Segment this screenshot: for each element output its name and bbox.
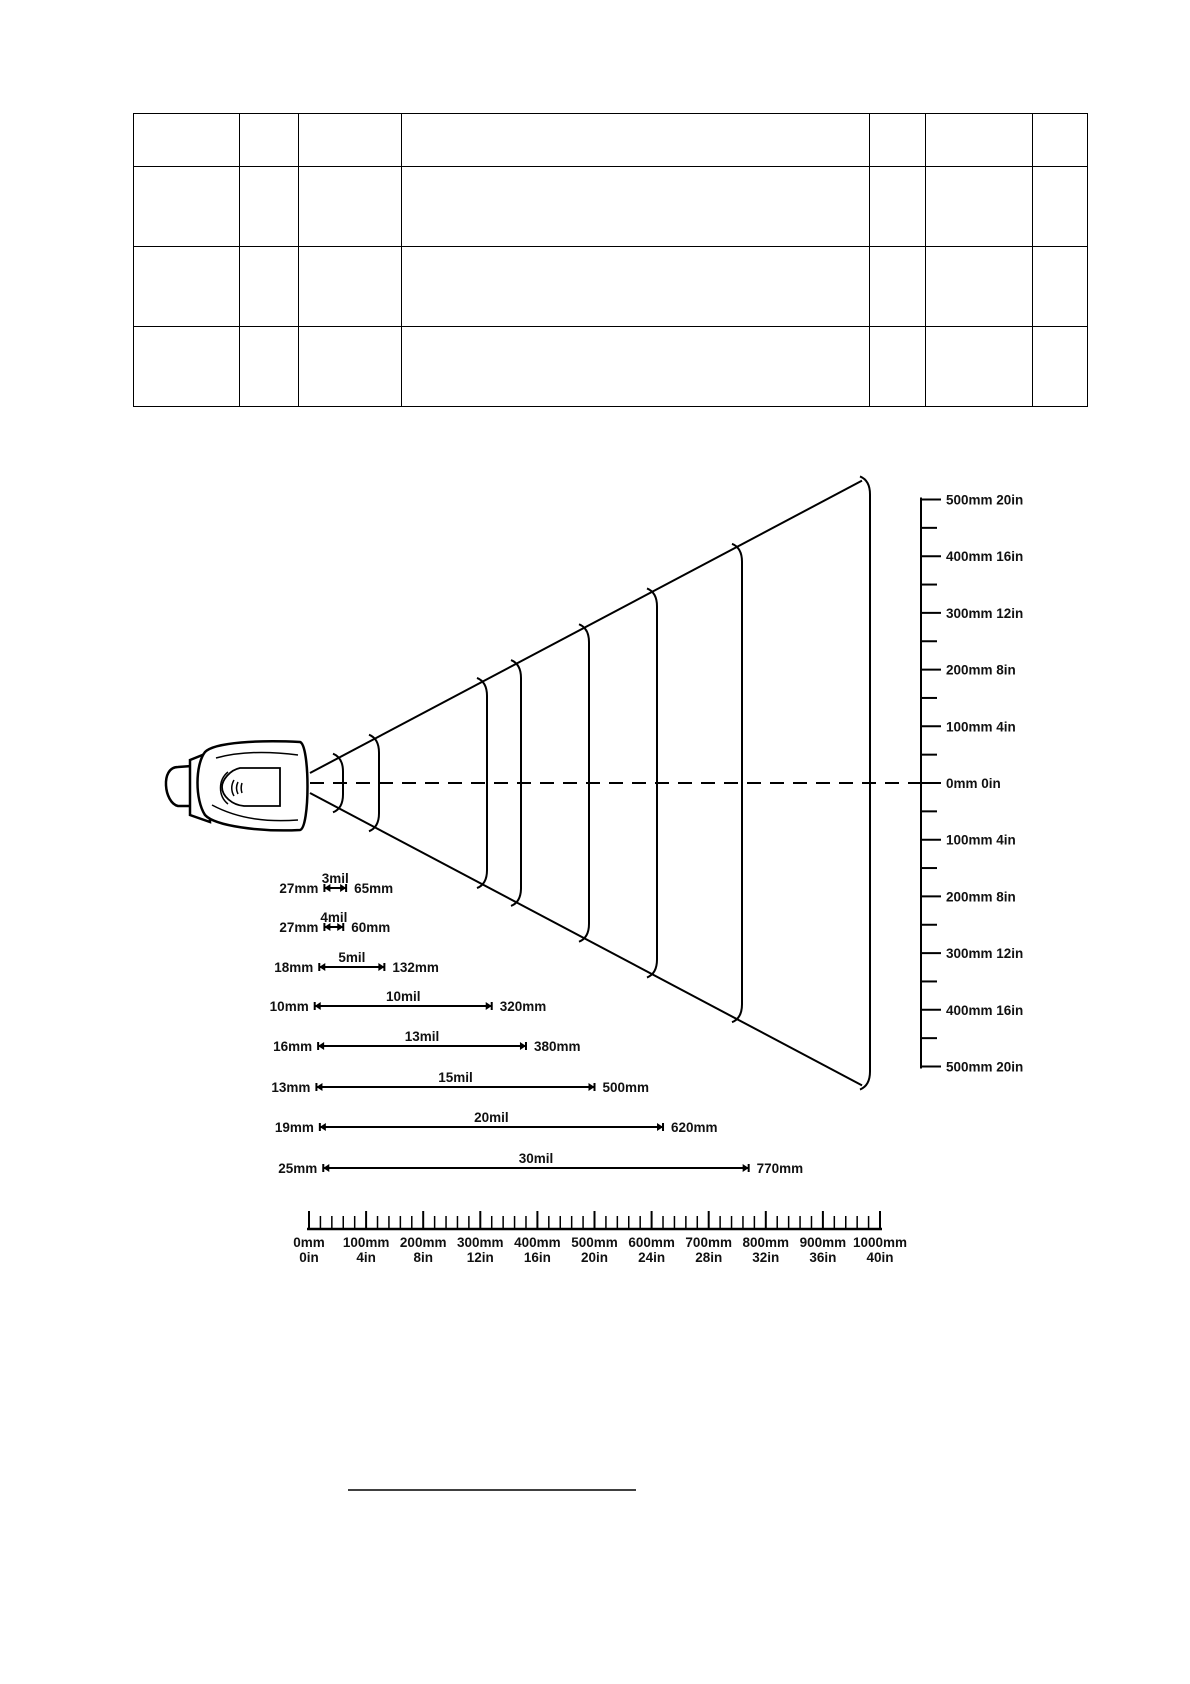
range-density-label: 15mil: [438, 1070, 473, 1085]
range-max-label: 60mm: [351, 920, 391, 935]
vertical-scale-label: 500mm 20in: [946, 492, 1024, 508]
range-max-label: 620mm: [671, 1120, 718, 1135]
range-min-label: 19mm: [274, 1120, 314, 1135]
vertical-scale-label: 400mm 16in: [946, 549, 1024, 565]
range-bar-10mil: [270, 989, 547, 1014]
range-min-label: 27mm: [279, 881, 319, 896]
ruler-in-label: 40in: [866, 1250, 894, 1265]
range-max-label: 380mm: [533, 1039, 581, 1054]
ruler-mm-label: 600mm: [628, 1235, 675, 1250]
distance-ruler: [293, 1211, 907, 1265]
vertical-scale: [921, 493, 1023, 1075]
range-density-label: 4mil: [320, 910, 348, 925]
range-density-label: 5mil: [338, 950, 366, 965]
ruler-mm-label: 200mm: [399, 1235, 447, 1250]
range-bar-3mil: [279, 871, 393, 896]
range-density-label: 10mil: [385, 989, 421, 1004]
range-max-label: 500mm: [602, 1080, 650, 1095]
range-bar-5mil: [274, 950, 439, 975]
ruler-in-label: 12in: [466, 1250, 494, 1265]
ruler-mm-label: 700mm: [685, 1235, 732, 1250]
ruler-mm-label: 100mm: [342, 1235, 390, 1250]
ruler-mm-label: 900mm: [799, 1235, 847, 1250]
ruler-in-label: 32in: [752, 1250, 780, 1265]
range-bar-4mil: [279, 910, 390, 935]
vertical-scale-label: 500mm 20in: [946, 1059, 1024, 1075]
range-density-label: 30mil: [518, 1151, 554, 1166]
ruler-in-label: 4in: [356, 1250, 376, 1265]
ruler-in-label: 36in: [809, 1250, 837, 1265]
vertical-scale-label: 0mm 0in: [946, 776, 1001, 791]
vertical-scale-label: 300mm 12in: [946, 605, 1024, 621]
vertical-scale-label: 200mm 8in: [946, 889, 1016, 905]
beam-lower-edge: [310, 793, 862, 1085]
scanner-illustration: [166, 741, 308, 830]
range-max-label: 770mm: [756, 1161, 804, 1176]
ruler-in-label: 0in: [299, 1250, 319, 1265]
range-max-label: 320mm: [499, 999, 547, 1014]
ruler-mm-label: 300mm: [457, 1235, 504, 1250]
range-bar-20mil: [275, 1110, 718, 1135]
ruler-mm-label: 500mm: [571, 1235, 618, 1250]
ruler-mm-label: 1000mm: [852, 1235, 908, 1250]
range-bar-15mil: [271, 1070, 649, 1095]
range-density-label: 20mil: [474, 1110, 509, 1125]
ruler-in-label: 24in: [638, 1250, 666, 1265]
ruler-mm-label: 400mm: [514, 1235, 561, 1250]
vertical-scale-label: 100mm 4in: [946, 719, 1016, 735]
range-min-label: 13mm: [271, 1080, 311, 1095]
ruler-mm-label: 0mm: [293, 1235, 325, 1250]
range-min-label: 18mm: [274, 960, 314, 975]
range-density-label: 13mil: [404, 1029, 440, 1044]
range-max-label: 132mm: [392, 960, 439, 975]
range-min-label: 10mm: [269, 999, 309, 1014]
ruler-in-label: 8in: [413, 1250, 433, 1265]
range-min-label: 25mm: [278, 1161, 318, 1176]
range-min-label: 27mm: [279, 920, 319, 935]
ruler-in-label: 28in: [695, 1250, 723, 1265]
range-density-label: 3mil: [321, 871, 349, 886]
range-max-label: 65mm: [354, 881, 394, 896]
range-min-label: 16mm: [273, 1039, 313, 1054]
vertical-scale-label: 300mm 12in: [946, 946, 1024, 962]
vertical-scale-label: 200mm 8in: [946, 662, 1016, 678]
beam-upper-edge: [310, 481, 862, 773]
ruler-in-label: 16in: [523, 1250, 551, 1265]
range-bar-30mil: [278, 1151, 803, 1176]
vertical-scale-label: 400mm 16in: [946, 1002, 1024, 1018]
range-bar-13mil: [273, 1029, 580, 1054]
ruler-mm-label: 800mm: [742, 1235, 790, 1250]
range-bars: [270, 871, 804, 1176]
field-boundary-132mm: [369, 735, 379, 832]
vertical-scale-label: 100mm 4in: [946, 832, 1016, 848]
ruler-in-label: 20in: [580, 1250, 609, 1265]
